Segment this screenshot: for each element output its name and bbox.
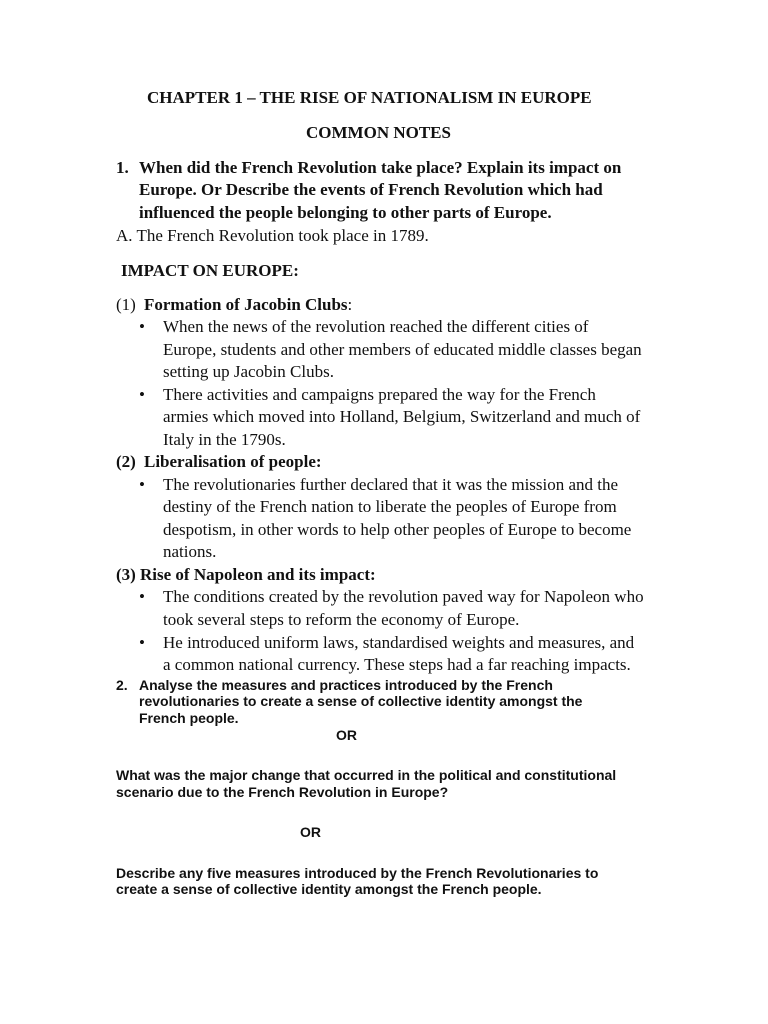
alt-question-1-line-2: scenario due to the French Revolution in Europe? (116, 784, 449, 800)
section-1-bullet-1-line-1: When the news of the revolution reached the different cities of (163, 317, 589, 336)
impact-heading: IMPACT ON EUROPE: (121, 261, 299, 280)
section-1-title: Formation of Jacobin Clubs (144, 295, 348, 314)
question-2-line-1: Analyse the measures and practices introduced by the French (139, 677, 553, 693)
section-2-bullet-1-line-4: nations. (163, 542, 217, 561)
bullet-dot: • (139, 587, 145, 606)
question-2-line-2: revolutionaries to create a sense of collective identity amongst the (139, 693, 583, 709)
section-1-title-suffix: : (347, 295, 353, 314)
question-1-line-2: Europe. Or Describe the events of French Revolution which had (139, 180, 603, 199)
question-1-number: 1. (116, 158, 129, 177)
alt-question-1-line-1: What was the major change that occurred in the political and constitutional (116, 767, 617, 783)
common-notes-subtitle: COMMON NOTES (306, 123, 451, 142)
or-separator-1: OR (336, 727, 357, 743)
section-3-title: Rise of Napoleon and its impact: (140, 565, 376, 584)
section-2-title: Liberalisation of people: (144, 452, 322, 471)
section-1-bullet-2-line-1: There activities and campaigns prepared the way for the French (163, 385, 596, 404)
answer-1: A. The French Revolution took place in 1789. (116, 226, 429, 245)
section-1-bullet-2-line-2: armies which moved into Holland, Belgium, Switzerland and much of (163, 407, 641, 426)
or-separator-2: OR (300, 824, 321, 840)
section-3-number: (3) (116, 565, 136, 584)
section-2-number: (2) (116, 452, 136, 471)
section-2-bullet-1-line-1: The revolutionaries further declared that it was the mission and the (163, 475, 619, 494)
section-1-bullet-1-line-2: Europe, students and other members of educated middle classes began (163, 340, 642, 359)
section-1-heading (144, 294, 352, 317)
question-1-line-3: influenced the people belonging to other parts of Europe. (139, 203, 552, 222)
section-2-bullet-1-line-2: destiny of the French nation to liberate the peoples of Europe from (163, 497, 617, 516)
section-3-bullet-1-line-1: The conditions created by the revolution paved way for Napoleon who (163, 587, 644, 606)
bullet-dot: • (139, 633, 145, 652)
section-1-bullet-2-line-3: Italy in the 1790s. (163, 430, 286, 449)
section-3-bullet-2-line-2: a common national currency. These steps had a far reaching impacts. (163, 655, 631, 674)
question-1-line-1: When did the French Revolution take place? Explain its impact on (139, 158, 622, 177)
alt-question-2-line-2: create a sense of collective identity amongst the French people. (116, 881, 542, 897)
question-2-line-3: French people. (139, 710, 239, 726)
section-3-bullet-1-line-2: took several steps to reform the economy of Europe. (163, 610, 520, 629)
bullet-dot: • (139, 317, 145, 336)
alt-question-2-line-1: Describe any five measures introduced by the French Revolutionaries to (116, 865, 599, 881)
section-1-number: (1) (116, 295, 136, 314)
chapter-title: CHAPTER 1 – THE RISE OF NATIONALISM IN EUROPE (147, 88, 592, 107)
section-2-bullet-1-line-3: despotism, in other words to help other peoples of Europe to become (163, 520, 632, 539)
bullet-dot: • (139, 385, 145, 404)
bullet-dot: • (139, 475, 145, 494)
question-2-number: 2. (116, 677, 128, 693)
section-3-bullet-2-line-1: He introduced uniform laws, standardised weights and measures, and (163, 633, 635, 652)
section-1-bullet-1-line-3: setting up Jacobin Clubs. (163, 362, 334, 381)
